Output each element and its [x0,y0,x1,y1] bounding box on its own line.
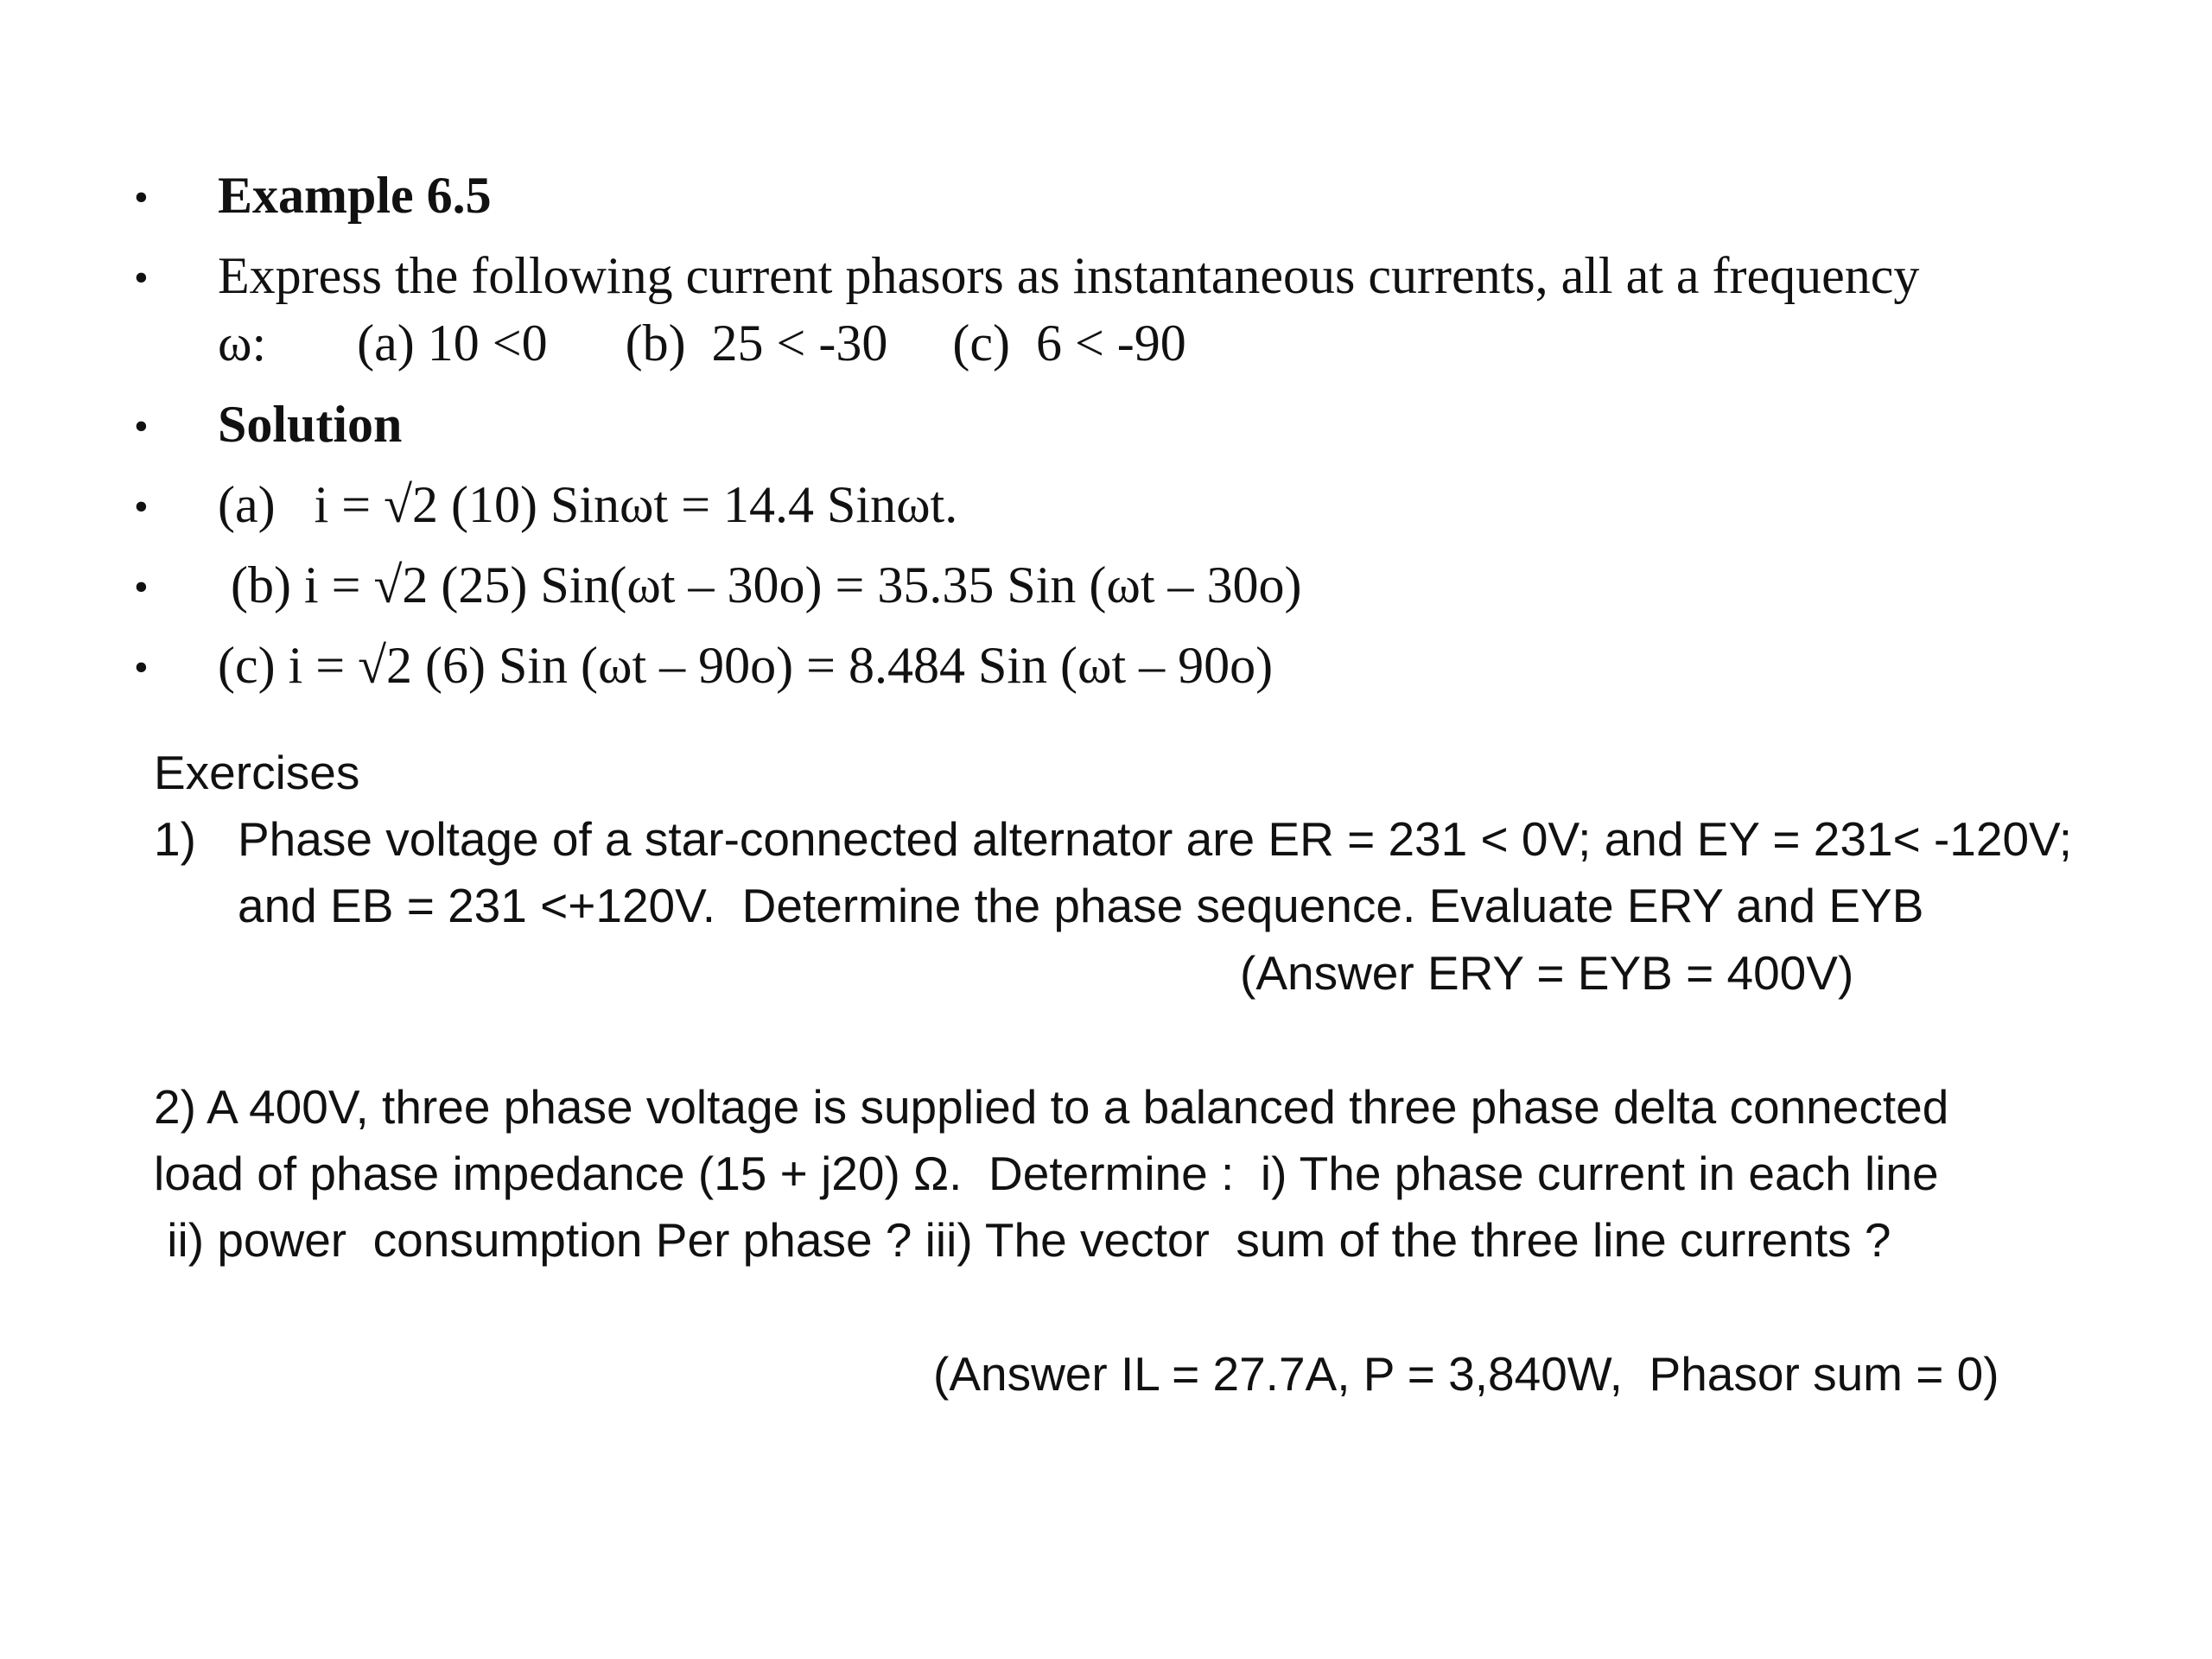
exercise-2-line-2: load of phase impedance (15 + j20) Ω. Determine : i) The phase current in each line [154,1147,1939,1200]
solution-c: (c) i = √2 (6) Sin (ωt – 90o) = 8.484 Sin (ωt – 90o) [218,637,1274,694]
problem-statement-continuation: ω: (a) 10 <0 (b) 25 < -30 (c) 6 < -90 [218,315,1186,372]
bullet-marker: • [134,175,149,220]
exercises-heading: Exercises [154,746,360,799]
exercise-2-answer: (Answer IL = 27.7A, P = 3,840W, Phasor sum = 0) [933,1347,1999,1401]
example-title: Example 6.5 [218,167,492,224]
bullet-marker: • [134,645,149,690]
exercise-1-line-1: Phase voltage of a star-connected alternator are ER = 231 < 0V; and EY = 231< -120V; [238,812,2072,866]
solution-b: (b) i = √2 (25) Sin(ωt – 30o) = 35.35 Sin (ωt – 30o) [218,556,1302,613]
exercise-1-number: 1) [154,812,196,866]
bullet-marker: • [134,564,149,610]
problem-statement: Express the following current phasors as instantaneous currents, all at a frequency [218,247,1920,304]
bullet-marker: • [134,404,149,449]
bullet-marker: • [134,484,149,530]
bullet-marker: • [134,255,149,301]
solution-heading: Solution [218,396,403,453]
exercise-1-answer: (Answer ERY = EYB = 400V) [1240,946,1854,1000]
exercise-1-line-2: and EB = 231 <+120V. Determine the phase sequence. Evaluate ERY and EYB [238,879,1924,932]
solution-a: (a) i = √2 (10) Sinωt = 14.4 Sinωt. [218,476,958,533]
exercise-2-line-3: ii) power consumption Per phase ? iii) The vector sum of the three line currents ? [154,1213,1891,1267]
exercise-2-line-1: 2) A 400V, three phase voltage is supplied to a balanced three phase delta connected [154,1080,1949,1134]
